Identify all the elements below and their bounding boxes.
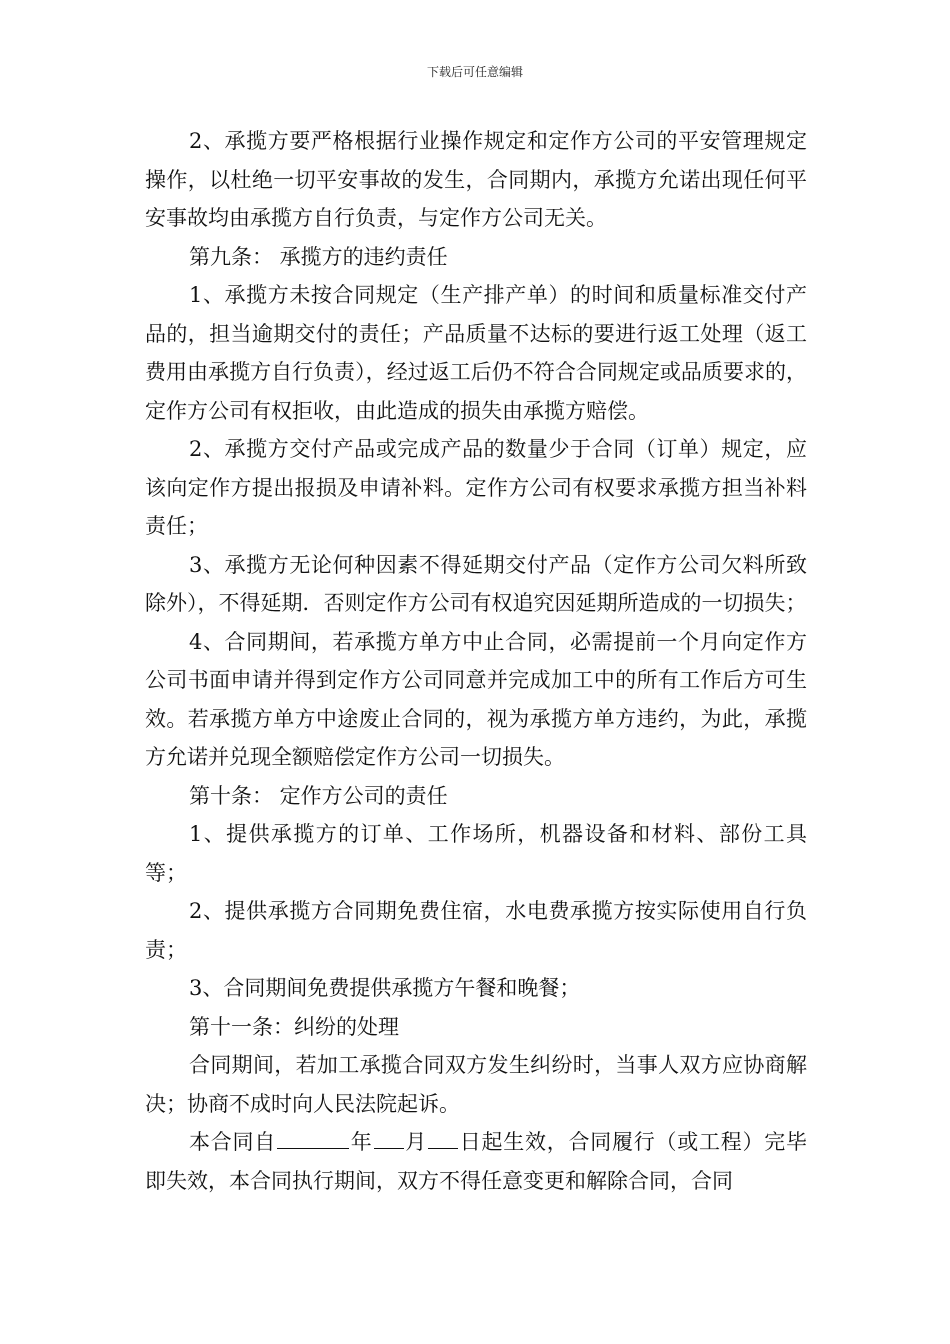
article-9-item-2: 2、承揽方交付产品或完成产品的数量少于合同（订单）规定，应该向定作方提出报损及申请补料。定作方公司有权要求承揽方担当补料责任； — [145, 437, 807, 538]
page-header: 下载后可任意编辑 — [426, 65, 523, 79]
document-body — [145, 122, 807, 1200]
article-10-heading: 第十条： 定作方公司的责任 — [189, 783, 448, 808]
article-11-body: 合同期间，若加工承揽合同双方发生纠纷时，当事人双方应协商解决；协商不成时向人民法院起诉。 — [145, 1053, 807, 1116]
article-10-item-3: 3、合同期间免费提供承揽方午餐和晚餐； — [189, 976, 581, 1000]
article-9-heading: 第九条： 承揽方的违约责任 — [189, 244, 448, 269]
effective-date-suffix: 日起生效，合同履行（或工程）完毕即失效，本合同执行期间，双方不得任意变更和解除合同，合同 — [145, 1130, 807, 1193]
article-10-item-1: 1、提供承揽方的订单、工作场所，机器设备和材料、部份工具等； — [145, 822, 807, 885]
effective-date-prefix: 本合同自 — [189, 1130, 276, 1154]
month-blank — [374, 1126, 404, 1149]
article-11-heading: 第十一条：纠纷的处理 — [189, 1014, 399, 1039]
clause-8-item-2: 2、承揽方要严格根据行业操作规定和定作方公司的平安管理规定操作，以杜绝一切平安事故的发生，合同期内，承揽方允诺出现任何平安事故均由承揽方自行负责，与定作方公司无关。 — [145, 129, 807, 230]
year-blank — [277, 1126, 349, 1149]
article-10-item-2: 2、提供承揽方合同期免费住宿，水电费承揽方按实际使用自行负责； — [145, 899, 807, 962]
article-9-item-1: 1、承揽方未按合同规定（生产排产单）的时间和质量标准交付产品的，担当逾期交付的责任；产品质量不达标的要进行返工处理（返工费用由承揽方自行负责），经过返工后仍不符合合同规定或品质要求的，定作方公司有权拒收，由此造成的损失由承揽方赔偿。 — [145, 283, 807, 423]
day-blank — [428, 1126, 458, 1149]
article-9-item-4: 4、合同期间，若承揽方单方中止合同，必需提前一个月向定作方公司书面申请并得到定作方公司同意并完成加工中的所有工作后方可生效。若承揽方单方中途废止合同的，视为承揽方单方违约，为此，承揽方允诺并兑现全额赔偿定作方公司一切损失。 — [145, 629, 807, 769]
effective-date-paragraph — [145, 1123, 807, 1200]
month-label: 月 — [404, 1130, 427, 1154]
article-9-item-3: 3、承揽方无论何种因素不得延期交付产品（定作方公司欠料所致除外），不得延期．否则定作方公司有权追究因延期所造成的一切损失； — [145, 552, 807, 615]
year-label: 年 — [350, 1130, 373, 1154]
